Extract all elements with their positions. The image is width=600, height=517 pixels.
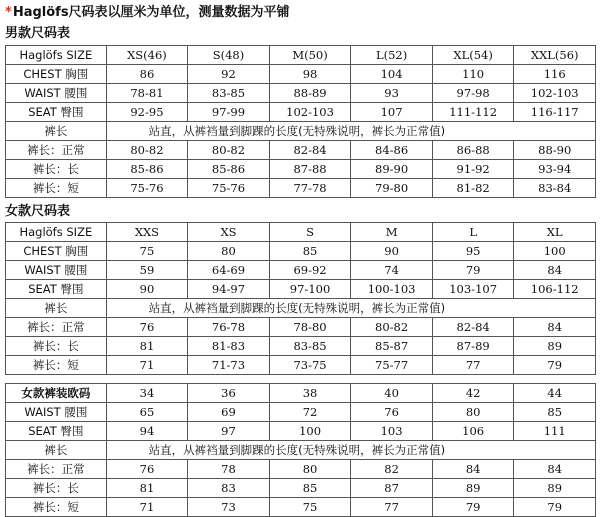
table-cell: 80-82 <box>106 141 188 160</box>
table-cell: 100-103 <box>351 280 433 299</box>
women-eu-pants-table <box>5 383 596 517</box>
header-cell: 42 <box>432 384 514 403</box>
header-cell: 38 <box>269 384 351 403</box>
table-cell: 87 <box>351 479 433 498</box>
note-row <box>6 441 596 460</box>
table-cell: 84 <box>514 460 596 479</box>
table-cell: 91-92 <box>432 160 514 179</box>
table-cell: 98 <box>269 65 351 84</box>
table-cell: 71 <box>106 356 188 375</box>
table-cell: 78 <box>188 460 270 479</box>
table-cell: 76 <box>106 460 188 479</box>
table-cell: 89 <box>432 479 514 498</box>
table-cell: 100 <box>514 242 596 261</box>
header-cell: XS(46) <box>106 46 188 65</box>
note-row <box>6 122 596 141</box>
table-cell: 97 <box>188 422 270 441</box>
header-cell: M(50) <box>269 46 351 65</box>
table-row <box>6 160 596 179</box>
table-cell: 78-80 <box>269 318 351 337</box>
row-label: CHEST 胸围 <box>6 242 107 261</box>
table-cell: 92-95 <box>106 103 188 122</box>
table-cell: 59 <box>106 261 188 280</box>
page-title <box>5 3 290 23</box>
table-cell: 79 <box>514 498 596 517</box>
table-cell: 76-78 <box>188 318 270 337</box>
table-cell: 88-90 <box>514 141 596 160</box>
table-cell: 84 <box>514 318 596 337</box>
table-row <box>6 179 596 198</box>
table-cell: 82-84 <box>269 141 351 160</box>
table-cell: 84-86 <box>351 141 433 160</box>
table-cell: 80-82 <box>351 318 433 337</box>
table-cell: 80 <box>188 242 270 261</box>
table-cell: 73-75 <box>269 356 351 375</box>
table-row <box>6 65 596 84</box>
table-cell: 75 <box>106 242 188 261</box>
row-label: SEAT 臀围 <box>6 103 107 122</box>
table-cell: 92 <box>188 65 270 84</box>
table-cell: 107 <box>351 103 433 122</box>
table-row <box>6 103 596 122</box>
table-cell: 83-85 <box>188 84 270 103</box>
header-cell: XL(54) <box>432 46 514 65</box>
note-label: 裤长 <box>6 122 107 141</box>
men-size-table <box>5 45 596 198</box>
table-row <box>6 498 596 517</box>
table-cell: 90 <box>351 242 433 261</box>
table-cell: 102-103 <box>514 84 596 103</box>
header-cell: XXL(56) <box>514 46 596 65</box>
table-row <box>6 280 596 299</box>
table-cell: 75-76 <box>106 179 188 198</box>
table-cell: 81 <box>106 479 188 498</box>
men-section-title: 男款尺码表 <box>5 26 71 41</box>
table-cell: 77 <box>351 498 433 517</box>
table-cell: 103-107 <box>432 280 514 299</box>
table-cell: 111 <box>514 422 596 441</box>
table-cell: 93-94 <box>514 160 596 179</box>
table-cell: 106 <box>432 422 514 441</box>
table-row <box>6 460 596 479</box>
header-cell: XS <box>188 223 270 242</box>
table-cell: 84 <box>514 261 596 280</box>
table-cell: 88-89 <box>269 84 351 103</box>
table-cell: 78-81 <box>106 84 188 103</box>
table-cell: 80-82 <box>188 141 270 160</box>
header-cell: 44 <box>514 384 596 403</box>
table-cell: 106-112 <box>514 280 596 299</box>
table-cell: 116-117 <box>514 103 596 122</box>
table-cell: 111-112 <box>432 103 514 122</box>
table-cell: 77-78 <box>269 179 351 198</box>
table-cell: 94-97 <box>188 280 270 299</box>
table-cell: 89-90 <box>351 160 433 179</box>
table-row <box>6 318 596 337</box>
table-cell: 86-88 <box>432 141 514 160</box>
table-row <box>6 356 596 375</box>
page-title-text: Haglöfs尺码表以厘米为单位，测量数据为平铺 <box>12 5 290 20</box>
table-cell: 86 <box>106 65 188 84</box>
header-cell: M <box>351 223 433 242</box>
note-label: 裤长 <box>6 299 107 318</box>
table-cell: 83 <box>188 479 270 498</box>
table-cell: 93 <box>351 84 433 103</box>
table-row <box>6 141 596 160</box>
table-cell: 85 <box>269 242 351 261</box>
header-cell: XL <box>514 223 596 242</box>
table-cell: 72 <box>269 403 351 422</box>
row-label: WAIST 腰围 <box>6 261 107 280</box>
row-label: 裤长：正常 <box>6 460 107 479</box>
table-cell: 104 <box>351 65 433 84</box>
table-cell: 79 <box>432 498 514 517</box>
note-row <box>6 299 596 318</box>
table-cell: 83-84 <box>514 179 596 198</box>
header-cell: Haglöfs SIZE <box>6 46 107 65</box>
table-cell: 69-92 <box>269 261 351 280</box>
header-cell: XXS <box>106 223 188 242</box>
table-row <box>6 337 596 356</box>
table-row <box>6 84 596 103</box>
table-cell: 73 <box>188 498 270 517</box>
length-note: 站直，从裤裆量到脚踝的长度(无特殊说明，裤长为正常值) <box>106 299 595 318</box>
table-cell: 85-87 <box>351 337 433 356</box>
row-label: SEAT 臀围 <box>6 280 107 299</box>
table-cell: 102-103 <box>269 103 351 122</box>
header-cell: Haglöfs SIZE <box>6 223 107 242</box>
row-label: CHEST 胸围 <box>6 65 107 84</box>
row-label: 裤长：正常 <box>6 141 107 160</box>
table-row <box>6 403 596 422</box>
table-cell: 65 <box>106 403 188 422</box>
table-cell: 74 <box>351 261 433 280</box>
table-cell: 79 <box>514 356 596 375</box>
row-label: 裤长：短 <box>6 179 107 198</box>
women-size-table <box>5 222 596 375</box>
eu-table-title: 女款裤装欧码 <box>6 384 107 403</box>
row-label: 裤长：短 <box>6 356 107 375</box>
table-header-row <box>6 223 596 242</box>
table-cell: 80 <box>432 403 514 422</box>
row-label: WAIST 腰围 <box>6 403 107 422</box>
table-cell: 76 <box>106 318 188 337</box>
table-header-row <box>6 384 596 403</box>
table-cell: 85 <box>514 403 596 422</box>
table-cell: 100 <box>269 422 351 441</box>
table-cell: 82-84 <box>432 318 514 337</box>
row-label: 裤长：长 <box>6 160 107 179</box>
table-row <box>6 479 596 498</box>
table-cell: 87-89 <box>432 337 514 356</box>
row-label: 裤长：长 <box>6 479 107 498</box>
header-cell: S(48) <box>188 46 270 65</box>
row-label: 裤长：短 <box>6 498 107 517</box>
table-row <box>6 422 596 441</box>
table-cell: 83-85 <box>269 337 351 356</box>
table-cell: 75-77 <box>351 356 433 375</box>
women-section-title: 女款尺码表 <box>5 204 71 219</box>
table-cell: 89 <box>514 479 596 498</box>
table-cell: 64-69 <box>188 261 270 280</box>
table-cell: 85 <box>269 479 351 498</box>
table-cell: 116 <box>514 65 596 84</box>
header-cell: 36 <box>188 384 270 403</box>
row-label: 裤长：正常 <box>6 318 107 337</box>
table-cell: 82 <box>351 460 433 479</box>
table-cell: 77 <box>432 356 514 375</box>
table-cell: 69 <box>188 403 270 422</box>
table-cell: 87-88 <box>269 160 351 179</box>
table-cell: 71 <box>106 498 188 517</box>
table-cell: 76 <box>351 403 433 422</box>
table-cell: 81-82 <box>432 179 514 198</box>
header-cell: L(52) <box>351 46 433 65</box>
header-cell: 40 <box>351 384 433 403</box>
table-cell: 85-86 <box>106 160 188 179</box>
table-cell: 79 <box>432 261 514 280</box>
table-cell: 110 <box>432 65 514 84</box>
table-cell: 80 <box>269 460 351 479</box>
table-header-row <box>6 46 596 65</box>
table-cell: 97-100 <box>269 280 351 299</box>
table-cell: 84 <box>432 460 514 479</box>
table-cell: 71-73 <box>188 356 270 375</box>
table-cell: 97-99 <box>188 103 270 122</box>
table-cell: 79-80 <box>351 179 433 198</box>
row-label: WAIST 腰围 <box>6 84 107 103</box>
table-row <box>6 242 596 261</box>
length-note: 站直，从裤裆量到脚踝的长度(无特殊说明，裤长为正常值) <box>106 122 595 141</box>
row-label: 裤长：长 <box>6 337 107 356</box>
table-cell: 103 <box>351 422 433 441</box>
table-cell: 75 <box>269 498 351 517</box>
header-cell: L <box>432 223 514 242</box>
table-cell: 94 <box>106 422 188 441</box>
table-cell: 89 <box>514 337 596 356</box>
table-cell: 90 <box>106 280 188 299</box>
note-label: 裤长 <box>6 441 107 460</box>
header-cell: 34 <box>106 384 188 403</box>
table-cell: 95 <box>432 242 514 261</box>
header-cell: S <box>269 223 351 242</box>
row-label: SEAT 臀围 <box>6 422 107 441</box>
length-note: 站直，从裤裆量到脚踝的长度(无特殊说明，裤长为正常值) <box>106 441 595 460</box>
table-cell: 81-83 <box>188 337 270 356</box>
table-cell: 81 <box>106 337 188 356</box>
table-cell: 97-98 <box>432 84 514 103</box>
title-star: * <box>5 5 12 20</box>
table-cell: 85-86 <box>188 160 270 179</box>
table-cell: 75-76 <box>188 179 270 198</box>
table-row <box>6 261 596 280</box>
